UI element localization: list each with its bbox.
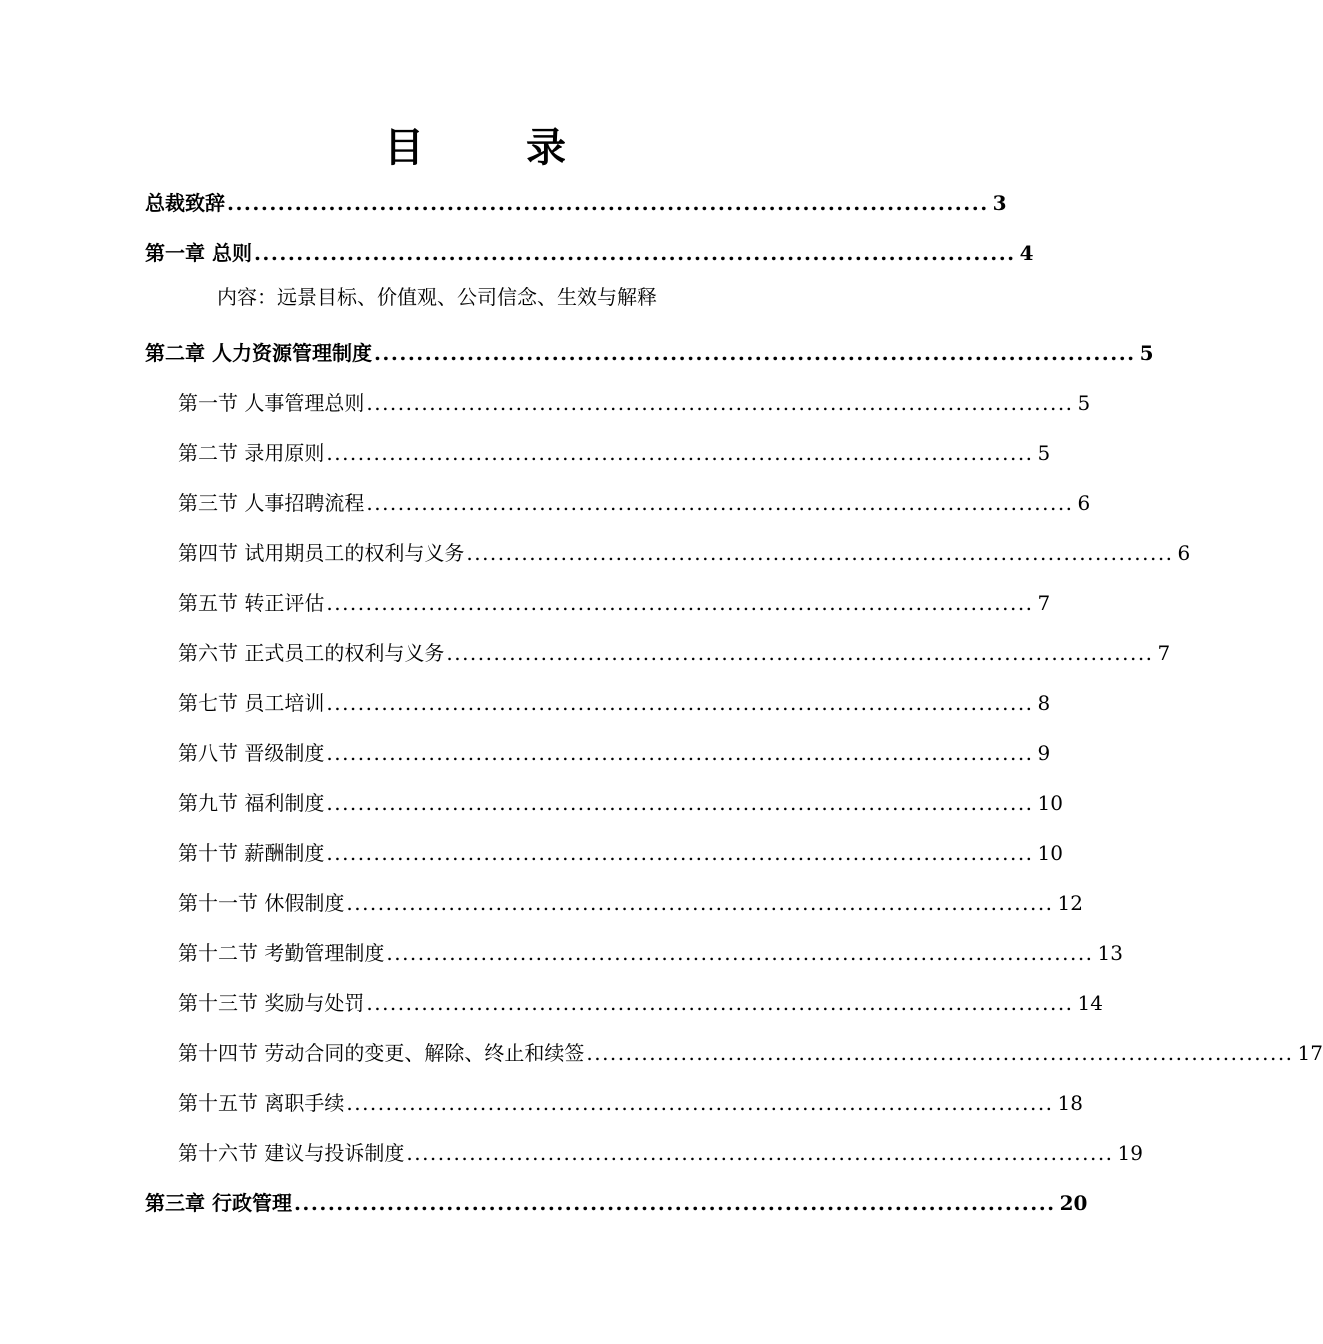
toc-entry-section[interactable]: [178, 427, 1051, 467]
dot-leader: ..........................................................................................: [326, 791, 1034, 815]
dot-leader: ..........................................................................................: [373, 341, 1136, 365]
toc-entry-section[interactable]: [178, 1027, 1323, 1067]
dot-leader: ..........................................................................................: [326, 441, 1034, 465]
dot-leader: ..........................................................................................: [326, 741, 1034, 765]
toc-entry-label: 第三节 人事招聘流程: [178, 491, 365, 515]
toc-entry-label: 总裁致辞: [145, 191, 225, 215]
toc-entry-section[interactable]: [178, 627, 1171, 667]
dot-leader: ..........................................................................................: [466, 541, 1174, 565]
toc-entry-president-address[interactable]: [145, 177, 1007, 217]
dot-leader: ..........................................................................................: [366, 391, 1074, 415]
toc-entry-page: 3: [992, 191, 1007, 215]
toc-entry-page: 10: [1037, 841, 1063, 865]
toc-entry-label: 第一章 总则: [145, 241, 252, 265]
toc-entry-section[interactable]: [178, 827, 1063, 867]
toc-entry-page: 6: [1077, 491, 1091, 515]
toc-entry-page: 14: [1077, 991, 1103, 1015]
toc-entry-section[interactable]: [178, 727, 1051, 767]
toc-entry-section[interactable]: [178, 377, 1091, 417]
toc-entry-label: 第六节 正式员工的权利与义务: [178, 641, 445, 665]
page-title: 目 录: [384, 124, 610, 171]
dot-leader: ..........................................................................................: [227, 191, 989, 215]
toc-entry-label: 第七节 员工培训: [178, 691, 325, 715]
dot-leader: ..........................................................................................: [366, 491, 1074, 515]
dot-leader: ..........................................................................................: [326, 591, 1034, 615]
toc-entry-label: 第十五节 离职手续: [178, 1091, 345, 1115]
toc-entry-page: 4: [1019, 241, 1034, 265]
toc-entry-section[interactable]: [178, 577, 1051, 617]
toc-entry-page: 5: [1077, 391, 1091, 415]
toc-entry-label: 第三章 行政管理: [145, 1191, 292, 1215]
toc-entry-section[interactable]: [178, 877, 1083, 917]
toc-entry-section[interactable]: [178, 677, 1051, 717]
toc-entry-section[interactable]: [178, 927, 1123, 967]
dot-leader: ..........................................................................................: [366, 991, 1074, 1015]
toc-entry-label: 第十四节 劳动合同的变更、解除、终止和续签: [178, 1041, 585, 1065]
toc-entry-label: 第十节 薪酬制度: [178, 841, 325, 865]
toc-entry-label: 第十一节 休假制度: [178, 891, 345, 915]
toc-entry-page: 20: [1059, 1191, 1088, 1215]
toc-entry-page: 19: [1117, 1141, 1143, 1165]
toc-entry-section[interactable]: [178, 777, 1063, 817]
toc-entry-page: 5: [1139, 341, 1154, 365]
toc-entry-chapter-3[interactable]: [145, 1177, 1088, 1217]
toc-entry-section[interactable]: [178, 527, 1191, 567]
toc-entry-label: 第二节 录用原则: [178, 441, 325, 465]
toc-entry-page: 5: [1037, 441, 1051, 465]
dot-leader: ..........................................................................................: [446, 641, 1154, 665]
dot-leader: ..........................................................................................: [293, 1191, 1056, 1215]
toc-entry-label: 第十六节 建议与投诉制度: [178, 1141, 405, 1165]
toc-entry-section[interactable]: [178, 977, 1103, 1017]
toc-entry-page: 9: [1037, 741, 1051, 765]
toc-entry-label: 第十三节 奖励与处罚: [178, 991, 365, 1015]
toc-entry-page: 10: [1037, 791, 1063, 815]
toc-entry-label: 第十二节 考勤管理制度: [178, 941, 385, 965]
toc-entry-section[interactable]: [178, 1077, 1083, 1117]
toc-entry-page: 13: [1097, 941, 1123, 965]
toc-entry-label: 第一节 人事管理总则: [178, 391, 365, 415]
toc-entry-page: 17: [1297, 1041, 1323, 1065]
toc-entry-chapter-2[interactable]: [145, 327, 1154, 367]
dot-leader: ..........................................................................................: [586, 1041, 1294, 1065]
dot-leader: ..........................................................................................: [346, 891, 1054, 915]
toc-entry-label: 第四节 试用期员工的权利与义务: [178, 541, 465, 565]
toc-entry-section[interactable]: [178, 477, 1091, 517]
dot-leader: ..........................................................................................: [253, 241, 1016, 265]
dot-leader: ..........................................................................................: [406, 1141, 1114, 1165]
toc-entry-chapter-1[interactable]: [145, 227, 1034, 267]
toc-entry-label: 第九节 福利制度: [178, 791, 325, 815]
dot-leader: ..........................................................................................: [386, 941, 1094, 965]
toc-entry-page: 18: [1057, 1091, 1083, 1115]
toc-entry-label: 第八节 晋级制度: [178, 741, 325, 765]
toc-entry-page: 7: [1037, 591, 1051, 615]
dot-leader: ..........................................................................................: [346, 1091, 1054, 1115]
toc-entry-page: 7: [1157, 641, 1171, 665]
chapter-1-content-note: 内容：远景目标、价值观、公司信念、生效与解释: [217, 285, 657, 309]
toc-entry-section[interactable]: [178, 1127, 1143, 1167]
dot-leader: ..........................................................................................: [326, 841, 1034, 865]
toc-entry-label: 第二章 人力资源管理制度: [145, 341, 372, 365]
toc-entry-page: 12: [1057, 891, 1083, 915]
toc-entry-label: 第五节 转正评估: [178, 591, 325, 615]
toc-entry-page: 6: [1177, 541, 1191, 565]
toc-entry-page: 8: [1037, 691, 1051, 715]
dot-leader: ..........................................................................................: [326, 691, 1034, 715]
